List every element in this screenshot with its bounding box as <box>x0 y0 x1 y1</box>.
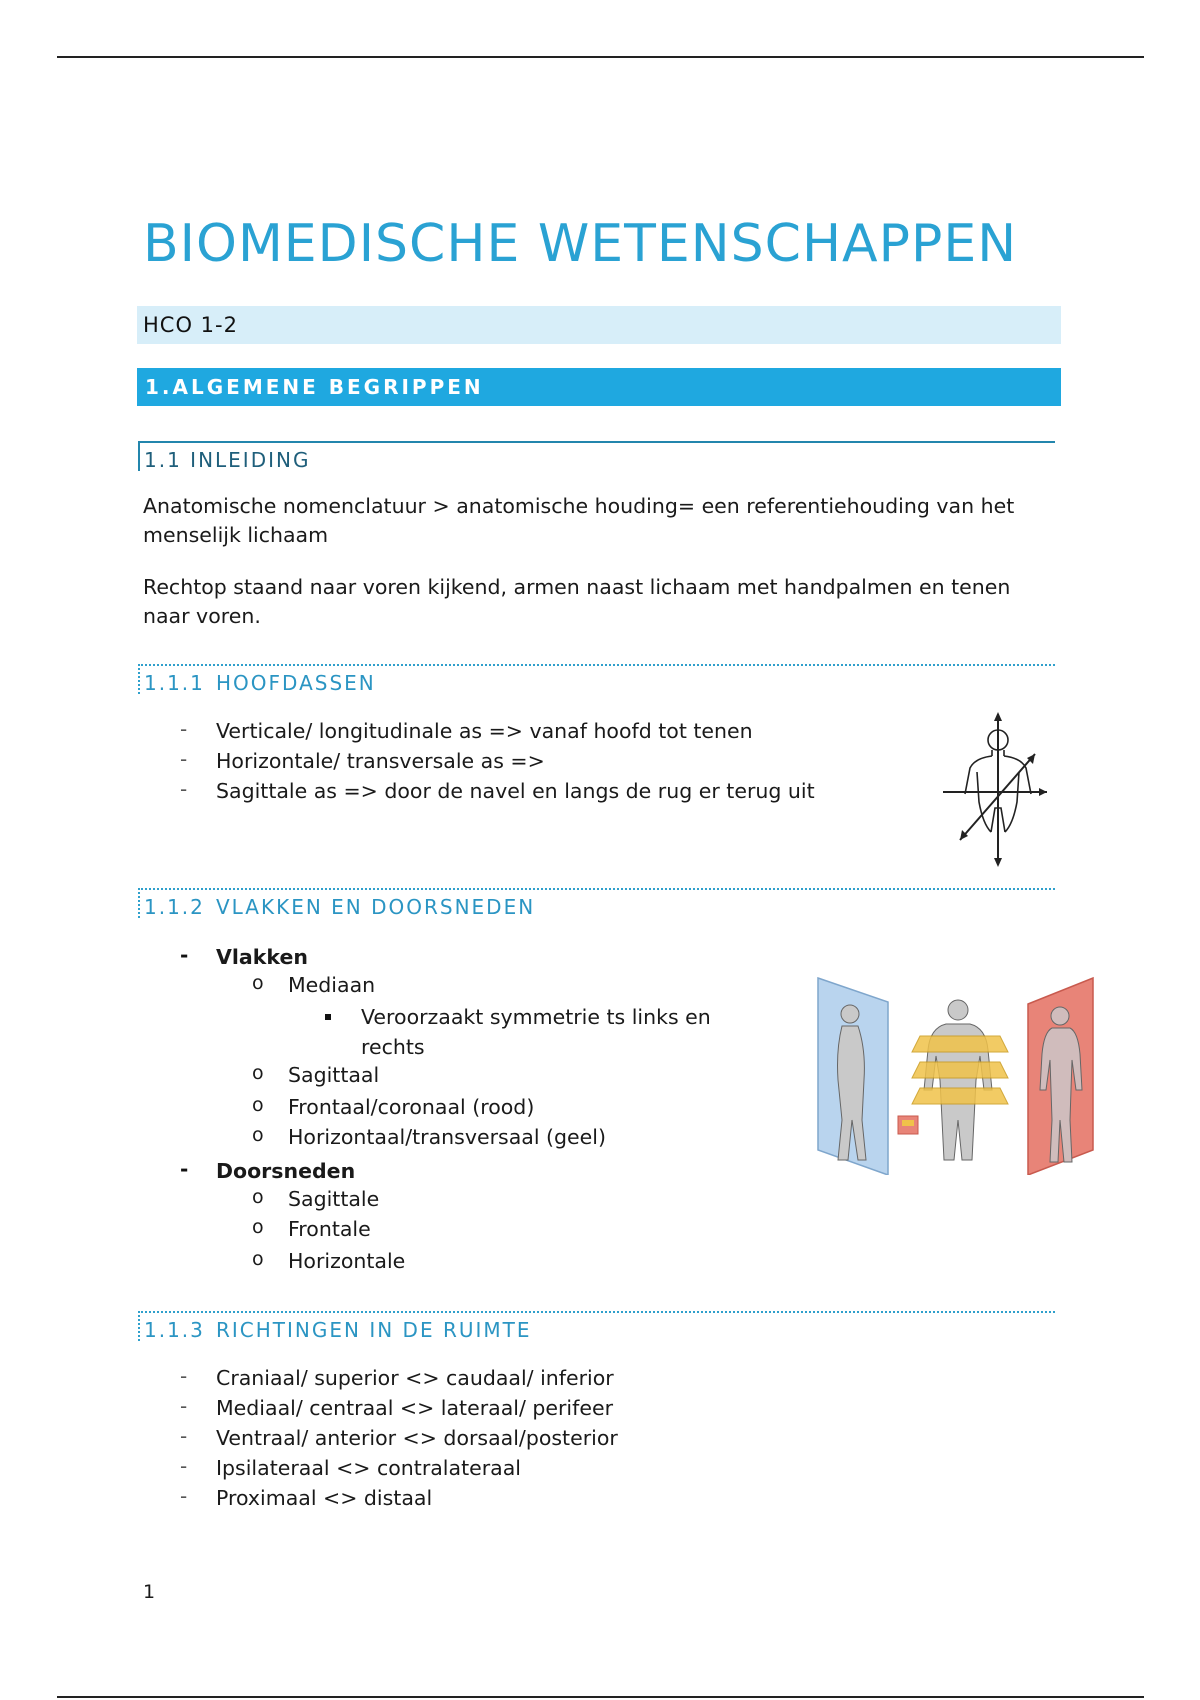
list-item: Verticale/ longitudinale as => vanaf hoofd tot tenen <box>216 719 753 743</box>
paragraph-houding: Rechtop staand naar voren kijkend, armen naast lichaam met handpalmen en tenen naar voren. <box>143 575 1011 628</box>
dash-bullet: - <box>180 943 189 967</box>
list-heading-doorsneden: Doorsneden <box>216 1159 356 1183</box>
list-item: Craniaal/ superior <> caudaal/ inferior <box>216 1366 614 1390</box>
section-heading-richtingen <box>138 1311 1055 1341</box>
list-item-continuation: rechts <box>361 1035 425 1059</box>
section-title: VLAKKEN EN DOORSNEDEN <box>216 895 536 919</box>
list-item: Ventraal/ anterior <> dorsaal/posterior <box>216 1426 618 1450</box>
list-item: Horizontale/ transversale as => <box>216 749 545 773</box>
dash-bullet: - <box>180 1424 188 1448</box>
circle-bullet: o <box>252 972 264 994</box>
list-item: Frontale <box>288 1217 371 1241</box>
section-title: RICHTINGEN IN DE RUIMTE <box>216 1318 532 1342</box>
dash-bullet: - <box>180 1364 188 1388</box>
circle-bullet: o <box>252 1186 264 1208</box>
list-heading-vlakken: Vlakken <box>216 945 308 969</box>
paragraph-nomenclatuur: Anatomische nomenclatuur > anatomische houding= een referentiehouding van het menselijk lichaam <box>143 494 1015 547</box>
dash-bullet: - <box>180 717 188 741</box>
list-item: Ipsilateraal <> contralateraal <box>216 1456 521 1480</box>
document-title: BIOMEDISCHE WETENSCHAPPEN <box>143 214 1018 274</box>
list-item: Sagittaal <box>288 1063 380 1087</box>
dash-bullet: - <box>180 1454 188 1478</box>
section-heading-inleiding: 1.1 INLEIDING <box>138 441 1055 471</box>
list-item: Proximaal <> distaal <box>216 1486 433 1510</box>
section-number: 1.1.3 <box>144 1318 205 1342</box>
list-item: Veroorzaakt symmetrie ts links en <box>361 1005 711 1029</box>
dash-bullet: - <box>180 1394 188 1418</box>
list-item: Horizontale <box>288 1249 406 1273</box>
header-rule <box>57 56 1144 58</box>
chapter-heading: 1.ALGEMENE BEGRIPPEN <box>137 368 1061 406</box>
footer-rule <box>57 1696 1144 1698</box>
section-title: HOOFDASSEN <box>216 671 376 695</box>
circle-bullet: o <box>252 1094 264 1116</box>
list-item: Mediaal/ centraal <> lateraal/ perifeer <box>216 1396 613 1420</box>
list-item: Mediaan <box>288 973 376 997</box>
page-number: 1 <box>143 1581 156 1603</box>
section-number: 1.1.1 <box>144 671 205 695</box>
square-bullet <box>325 1014 331 1020</box>
section-heading-hoofdassen <box>138 664 1055 694</box>
circle-bullet: o <box>252 1216 264 1238</box>
circle-bullet: o <box>252 1062 264 1084</box>
section-heading-vlakken <box>138 888 1055 918</box>
section-number: 1.1.2 <box>144 895 205 919</box>
list-item: Horizontaal/transversaal (geel) <box>288 1125 606 1149</box>
subtitle-band: HCO 1-2 <box>137 306 1061 344</box>
body-axes-figure <box>935 712 1050 867</box>
body-planes-figure <box>808 970 1108 1175</box>
dash-bullet: - <box>180 1484 188 1508</box>
dash-bullet: - <box>180 747 188 771</box>
list-item: Sagittale as => door de navel en langs de rug er terug uit <box>216 779 815 803</box>
circle-bullet: o <box>252 1124 264 1146</box>
list-item: Sagittale <box>288 1187 380 1211</box>
list-item: Frontaal/coronaal (rood) <box>288 1095 535 1119</box>
dash-bullet: - <box>180 777 188 801</box>
dash-bullet: - <box>180 1157 189 1181</box>
circle-bullet: o <box>252 1248 264 1270</box>
